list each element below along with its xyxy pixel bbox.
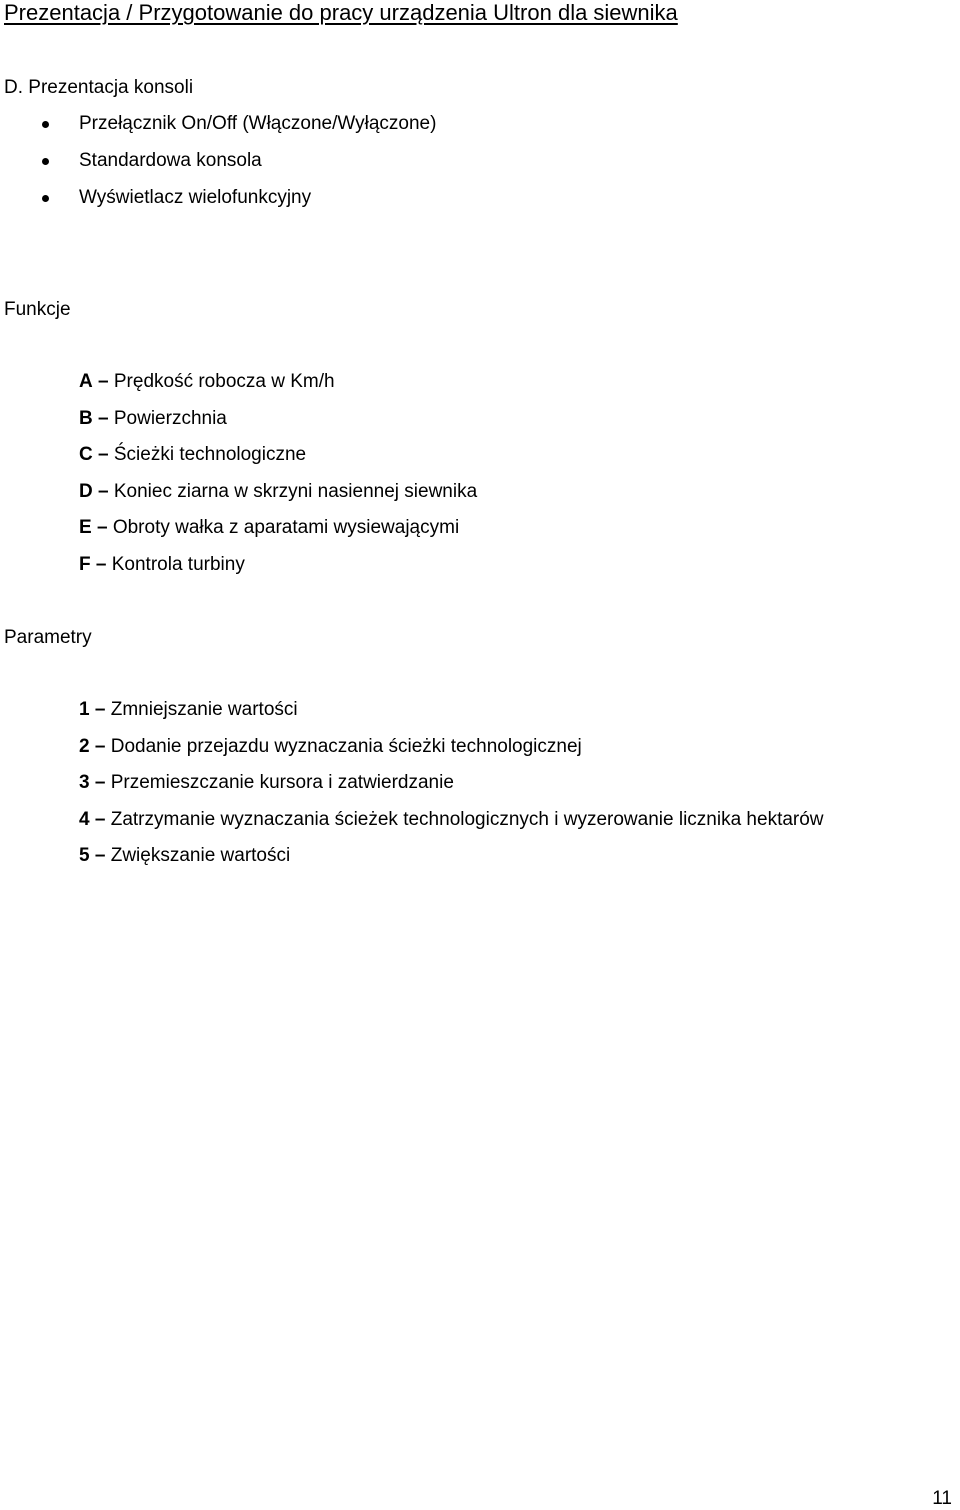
- function-text: Powierzchnia: [113, 407, 227, 429]
- dash: –: [98, 444, 109, 465]
- function-key: B: [79, 407, 93, 429]
- functions-heading: Funkcje: [4, 299, 71, 320]
- parameter-text: Dodanie przejazdu wyznaczania ścieżki technologicznej: [110, 735, 582, 757]
- dash: –: [98, 480, 109, 502]
- dash: –: [94, 808, 106, 830]
- function-item: [79, 480, 477, 517]
- dash: –: [96, 517, 108, 538]
- bullet-dot-icon: [42, 121, 49, 128]
- function-key: E: [79, 517, 92, 538]
- bullet-dot-icon: [42, 158, 49, 165]
- bullet-dot-icon: [42, 195, 49, 202]
- function-text: Koniec ziarna w skrzyni nasiennej siewnika: [113, 480, 478, 502]
- page-title: Prezentacja / Przygotowanie do pracy urządzenia Ultron dla siewnika: [4, 0, 678, 25]
- function-item: [79, 407, 477, 444]
- dash: –: [98, 371, 109, 392]
- bullet-text: [79, 149, 262, 173]
- functions-list: [79, 370, 477, 589]
- parameter-key: 4: [79, 808, 90, 830]
- parameters-list: [79, 698, 824, 881]
- dash: –: [94, 845, 106, 866]
- dash: –: [95, 553, 107, 575]
- parameter-item: [79, 771, 824, 808]
- parameter-text: Zwiększanie wartości: [110, 845, 291, 866]
- bullet-text: [79, 112, 436, 136]
- parameter-text: Zatrzymanie wyznaczania ścieżek technologicznych i wyzerowanie licznika hektarów: [110, 808, 824, 830]
- bullet-emphasis: Przełącznik On/Off: [79, 113, 238, 134]
- function-key: C: [79, 444, 93, 465]
- function-text: Ścieżki technologiczne: [113, 444, 307, 465]
- dash: –: [98, 407, 109, 429]
- function-key: F: [79, 553, 91, 575]
- function-text: Obroty wałka z aparatami wysiewającymi: [112, 517, 460, 538]
- bullet-emphasis: Standardowa konsola: [79, 150, 262, 171]
- function-item: [79, 370, 477, 407]
- bullet-detail: (Włączone/Wyłączone): [237, 113, 437, 134]
- bullet-emphasis: Wyświetlacz wielofunkcyjny: [79, 187, 312, 208]
- function-text: Kontrola turbiny: [111, 553, 245, 575]
- section-d-heading: D. Prezentacja konsoli: [4, 77, 194, 98]
- parameter-item: [79, 735, 824, 772]
- parameter-key: 3: [79, 772, 90, 793]
- function-item: [79, 516, 477, 553]
- parameter-item: [79, 698, 824, 735]
- function-key: A: [79, 371, 93, 392]
- page-number: 11: [932, 1488, 952, 1509]
- parameter-item: [79, 808, 824, 845]
- parameter-text: Przemieszczanie kursora i zatwierdzanie: [110, 772, 454, 793]
- function-key: D: [79, 480, 93, 502]
- parameter-key: 5: [79, 845, 90, 866]
- parameter-item: [79, 844, 824, 881]
- parameter-key: 2: [79, 735, 90, 757]
- dash: –: [94, 772, 106, 793]
- function-item: [79, 553, 477, 590]
- parameter-key: 1: [79, 699, 90, 720]
- dash: –: [94, 735, 106, 757]
- function-item: [79, 443, 477, 480]
- parameters-heading: Parametry: [4, 627, 92, 648]
- parameter-text: Zmniejszanie wartości: [110, 699, 298, 720]
- bullet-text: [79, 186, 311, 210]
- dash: –: [94, 699, 106, 720]
- function-text: Prędkość robocza w Km/h: [113, 371, 335, 392]
